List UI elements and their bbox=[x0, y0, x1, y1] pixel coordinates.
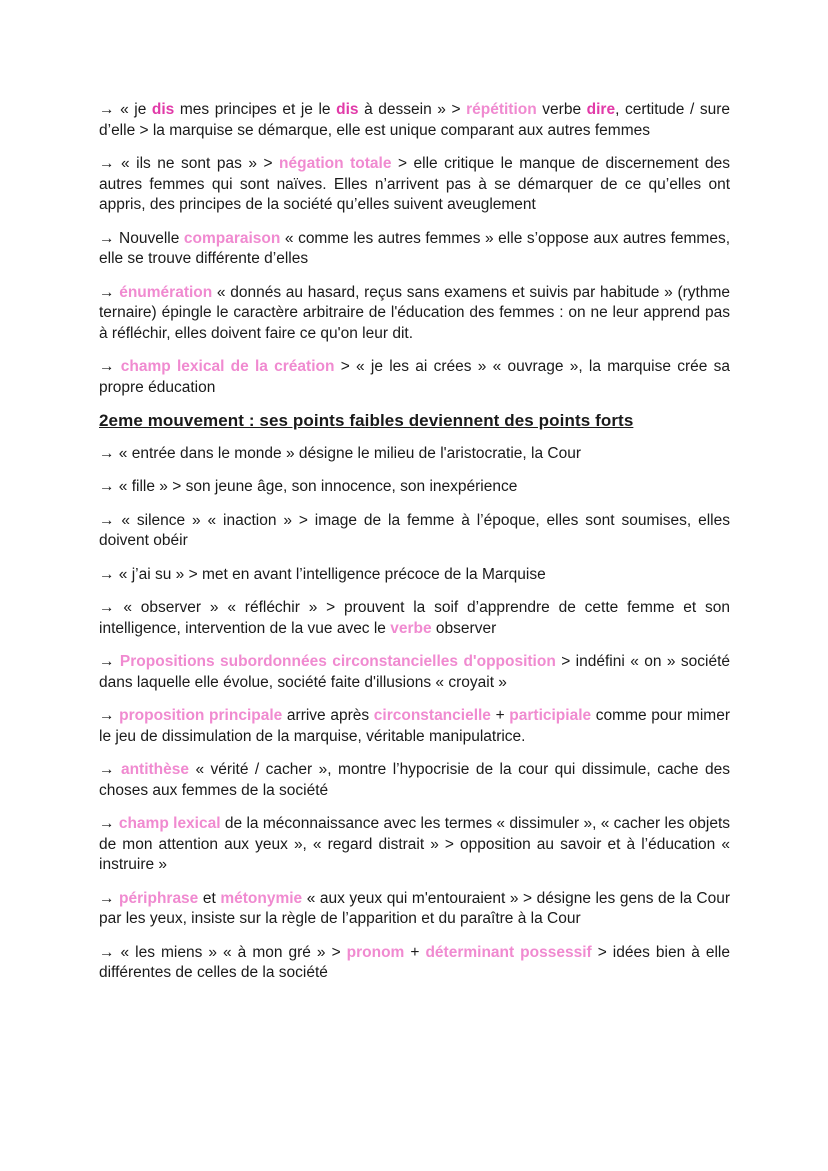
paragraph-text: > indéfini « on » société dans laquelle elle évolue, société faite d'illusions « croyait » bbox=[99, 653, 731, 691]
bullet-paragraph bbox=[99, 814, 730, 876]
highlighted-term: participiale bbox=[509, 707, 592, 724]
paragraph-text: → « entrée dans le monde » désigne le milieu de l'aristocratie, la Cour bbox=[99, 444, 581, 462]
paragraph-text: comme pour mimer le jeu de dissimulation de la marquise, véritable manipulatrice. bbox=[99, 707, 730, 745]
paragraph-text: de la méconnaissance avec les termes « dissimuler », « cacher les objets de mon attention aux yeux », « regard distrait » > opposition au savoir et à l’éducation « instruire » bbox=[99, 815, 731, 873]
paragraph-text: → « je bbox=[99, 101, 152, 118]
paragraph-text: « aux yeux qui m'entouraient » > désigne les gens de la Cour par les yeux, insiste sur la règle de l’apparition et du paraître à la Cour bbox=[99, 889, 730, 927]
section-heading: 2eme mouvement : ses points faibles deviennent des points forts bbox=[99, 411, 634, 430]
paragraph-text: « vérité / cacher », montre l’hypocrisie de la cour qui dissimule, cache des choses aux femmes de la société bbox=[99, 761, 730, 799]
paragraph-text: → bbox=[99, 283, 120, 301]
paragraph-text: + bbox=[490, 707, 510, 724]
paragraph-text: → bbox=[99, 653, 120, 670]
bullet-paragraph bbox=[99, 444, 730, 465]
bullet-paragraph bbox=[99, 652, 730, 693]
bullet-paragraph bbox=[99, 706, 730, 747]
paragraph-text: → bbox=[99, 815, 119, 832]
paragraph-text: mes principes et je le bbox=[174, 101, 337, 118]
bullet-paragraph bbox=[99, 477, 730, 498]
paragraph-text: verbe bbox=[536, 101, 587, 118]
paragraph-text: « comme les autres femmes » elle s’oppose aux autres femmes, elle se trouve différente d’elles bbox=[99, 229, 730, 267]
paragraph-text: arrive après bbox=[282, 707, 374, 724]
highlighted-term: déterminant possessif bbox=[425, 943, 592, 961]
paragraph-text: → « ils ne sont pas » > bbox=[99, 155, 280, 172]
bullet-paragraph bbox=[99, 511, 730, 552]
paragraph-text: > elle critique le manque de discernement des autres femmes qui sont naïves. Elles n’arrivent pas à se démarquer de ce qu’elles ont appris, des principes de la société qu’elles suivent aveuglement bbox=[99, 155, 731, 213]
highlighted-term: énumération bbox=[119, 283, 213, 301]
bullet-paragraph bbox=[99, 760, 730, 801]
bullet-paragraph bbox=[99, 565, 730, 586]
bullet-paragraph bbox=[99, 154, 730, 216]
highlighted-term: champ lexical de la création bbox=[120, 358, 335, 375]
bullet-paragraph bbox=[99, 100, 730, 141]
highlighted-term: antithèse bbox=[120, 761, 190, 778]
paragraph-text: → bbox=[99, 761, 121, 778]
bullet-paragraph bbox=[99, 598, 730, 639]
paragraph-text: et bbox=[198, 889, 221, 907]
highlighted-term: comparaison bbox=[183, 229, 281, 247]
highlighted-term: pronom bbox=[346, 943, 405, 961]
bullet-paragraph bbox=[99, 283, 730, 345]
highlighted-term: circonstancielle bbox=[373, 707, 491, 724]
paragraph-text: > idées bien à elle différentes de celles de la société bbox=[99, 943, 730, 981]
paragraph-text: observer bbox=[431, 619, 497, 637]
paragraph-text: → « les miens » « à mon gré » > bbox=[99, 943, 347, 961]
paragraph-text: + bbox=[404, 943, 426, 961]
highlighted-term: dis bbox=[151, 101, 175, 118]
paragraph-text: → bbox=[99, 707, 120, 724]
highlighted-term: verbe bbox=[390, 619, 432, 637]
paragraph-text: → bbox=[99, 358, 121, 375]
section-1 bbox=[99, 100, 730, 398]
paragraph-text: à dessein » > bbox=[358, 101, 467, 118]
paragraph-text: → « fille » > son jeune âge, son innocence, son inexpérience bbox=[99, 478, 518, 495]
bullet-paragraph bbox=[99, 229, 730, 270]
highlighted-term: dis bbox=[336, 101, 359, 118]
paragraph-text: → Nouvelle bbox=[99, 229, 184, 247]
bullet-paragraph bbox=[99, 943, 730, 984]
highlighted-term: métonymie bbox=[220, 889, 303, 907]
paragraph-text: → « j’ai su » > met en avant l’intelligence précoce de la Marquise bbox=[99, 565, 546, 583]
paragraph-text: → « silence » « inaction » > image de la femme à l’époque, elles sont soumises, elles doivent obéir bbox=[99, 511, 730, 549]
document-body bbox=[99, 100, 730, 997]
bullet-paragraph bbox=[99, 889, 730, 930]
highlighted-term: proposition principale bbox=[119, 707, 283, 724]
paragraph-text: , certitude / sure d’elle > la marquise se démarque, elle est unique comparant aux autres femmes bbox=[99, 101, 731, 139]
paragraph-text: → « observer » « réfléchir » > prouvent la soif d’apprendre de cette femme et son intelligence, intervention de la vue avec le bbox=[99, 599, 730, 637]
paragraph-text: → bbox=[99, 889, 120, 907]
highlighted-term: Propositions subordonnées circonstancielles d'opposition bbox=[119, 653, 556, 670]
highlighted-term: champ lexical bbox=[118, 815, 221, 832]
highlighted-term: périphrase bbox=[119, 889, 199, 907]
section-2 bbox=[99, 444, 730, 984]
highlighted-term: dire bbox=[586, 101, 616, 118]
paragraph-text: « donnés au hasard, reçus sans examens et suivis par habitude » (rythme ternaire) épingle le caractère arbitraire de l'éducation des femmes : on ne leur apprend pas à réfléchir, elles doivent faire ce qu'on leur dit. bbox=[99, 283, 730, 342]
bullet-paragraph bbox=[99, 357, 730, 398]
highlighted-term: négation totale bbox=[279, 155, 392, 172]
paragraph-text: > « je les ai crées » « ouvrage », la marquise crée sa propre éducation bbox=[99, 358, 731, 396]
highlighted-term: répétition bbox=[466, 101, 537, 118]
